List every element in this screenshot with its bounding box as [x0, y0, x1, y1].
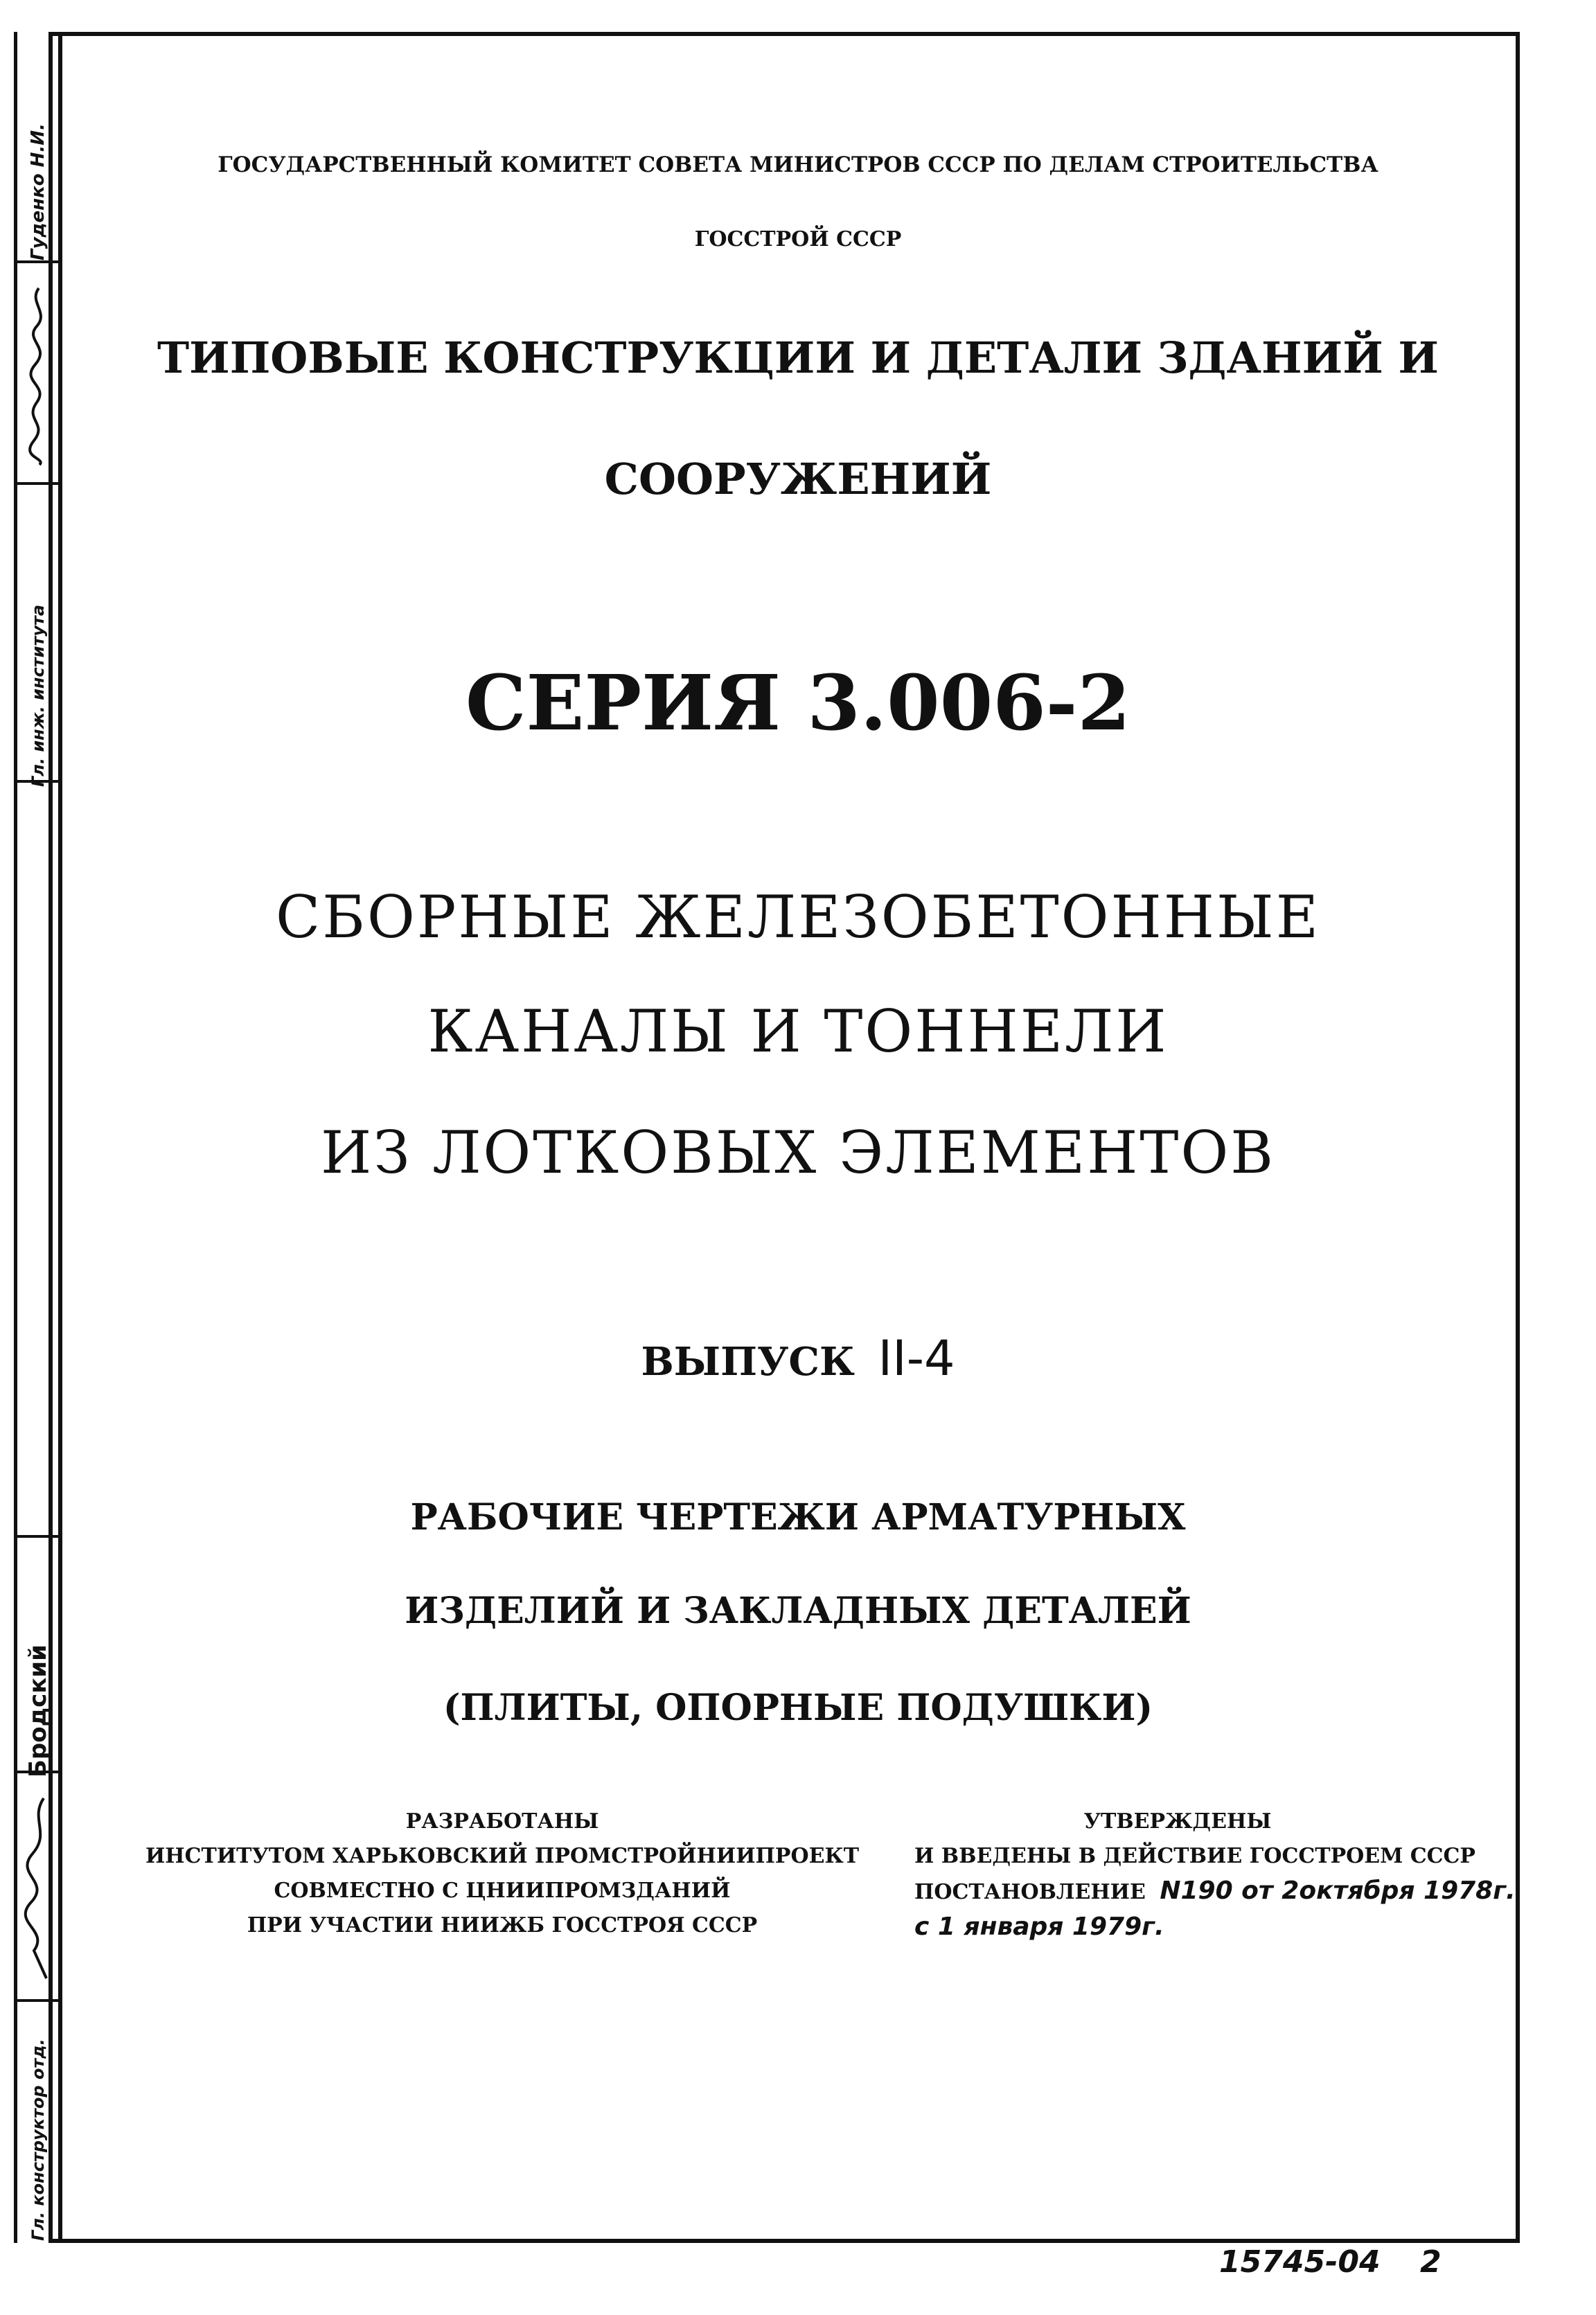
- issue: [0, 1330, 1596, 1387]
- document-code: 15745-04: [1219, 2244, 1381, 2280]
- contents-line-3: (ПЛИТЫ, ОПОРНЫЕ ПОДУШКИ): [443, 1687, 1153, 1729]
- page-number: 2: [1420, 2244, 1442, 2280]
- approved-block: [914, 1804, 1538, 1944]
- issue-number: II-4: [878, 1330, 955, 1387]
- developed-line-3: ПРИ УЧАСТИИ НИИЖБ ГОССТРОЯ СССР: [247, 1913, 758, 1937]
- stamp-name-top: Гуденко Н.И.: [27, 123, 48, 260]
- approved-heading: УТВЕРЖДЕНЫ: [1083, 1809, 1272, 1834]
- stamp-role-chief-designer: Гл. конструктор отд.: [28, 2039, 48, 2241]
- contents-line-2: ИЗДЕЛИЙ И ЗАКЛАДНЫХ ДЕТАЛЕЙ: [405, 1590, 1191, 1632]
- agency-header: ГОССТРОЙ СССР: [694, 227, 902, 251]
- subject-line-1: СБОРНЫЕ ЖЕЛЕЗОБЕТОННЫЕ: [275, 883, 1321, 951]
- approved-line-1: И ВВЕДЕНЫ В ДЕЙСТВИЕ ГОССТРОЕМ СССР: [914, 1844, 1475, 1868]
- approved-line-2: [914, 1874, 1538, 1910]
- developed-line-2: СОВМЕСТНО С ЦНИИПРОМЗДАНИЙ: [274, 1879, 731, 1903]
- approved-decree-handwritten: N190 от 2октября 1978г.: [1160, 1877, 1516, 1905]
- issue-label: ВЫПУСК: [641, 1339, 855, 1385]
- stamp-name-brodsky: Бродский: [24, 1644, 52, 1777]
- developed-line-1: ИНСТИТУТОМ ХАРЬКОВСКИЙ ПРОМСТРОЙНИИПРОЕКТ: [145, 1844, 860, 1868]
- committee-header: ГОСУДАРСТВЕННЫЙ КОМИТЕТ СОВЕТА МИНИСТРОВ СССР ПО ДЕЛАМ СТРОИТЕЛЬСТВА: [218, 152, 1378, 177]
- developed-block: [118, 1804, 887, 1943]
- contents-line-1: РАБОЧИЕ ЧЕРТЕЖИ АРМАТУРНЫХ: [410, 1496, 1186, 1538]
- stamp-role-chief-engineer: Гл. инж. института: [28, 604, 48, 787]
- approved-decree-label: ПОСТАНОВЛЕНИЕ: [914, 1880, 1146, 1904]
- developed-heading: РАЗРАБОТАНЫ: [405, 1809, 599, 1834]
- subject-line-2: КАНАЛЫ И ТОННЕЛИ: [427, 997, 1169, 1065]
- subject-line-3: ИЗ ЛОТКОВЫХ ЭЛЕМЕНТОВ: [321, 1119, 1275, 1187]
- approved-effective-date: с 1 января 1979г.: [914, 1913, 1164, 1941]
- title-line-1: ТИПОВЫЕ КОНСТРУКЦИИ И ДЕТАЛИ ЗДАНИЙ И: [157, 332, 1439, 383]
- series-number: СЕРИЯ 3.006-2: [466, 658, 1130, 747]
- title-line-2: СООРУЖЕНИЙ: [604, 454, 992, 504]
